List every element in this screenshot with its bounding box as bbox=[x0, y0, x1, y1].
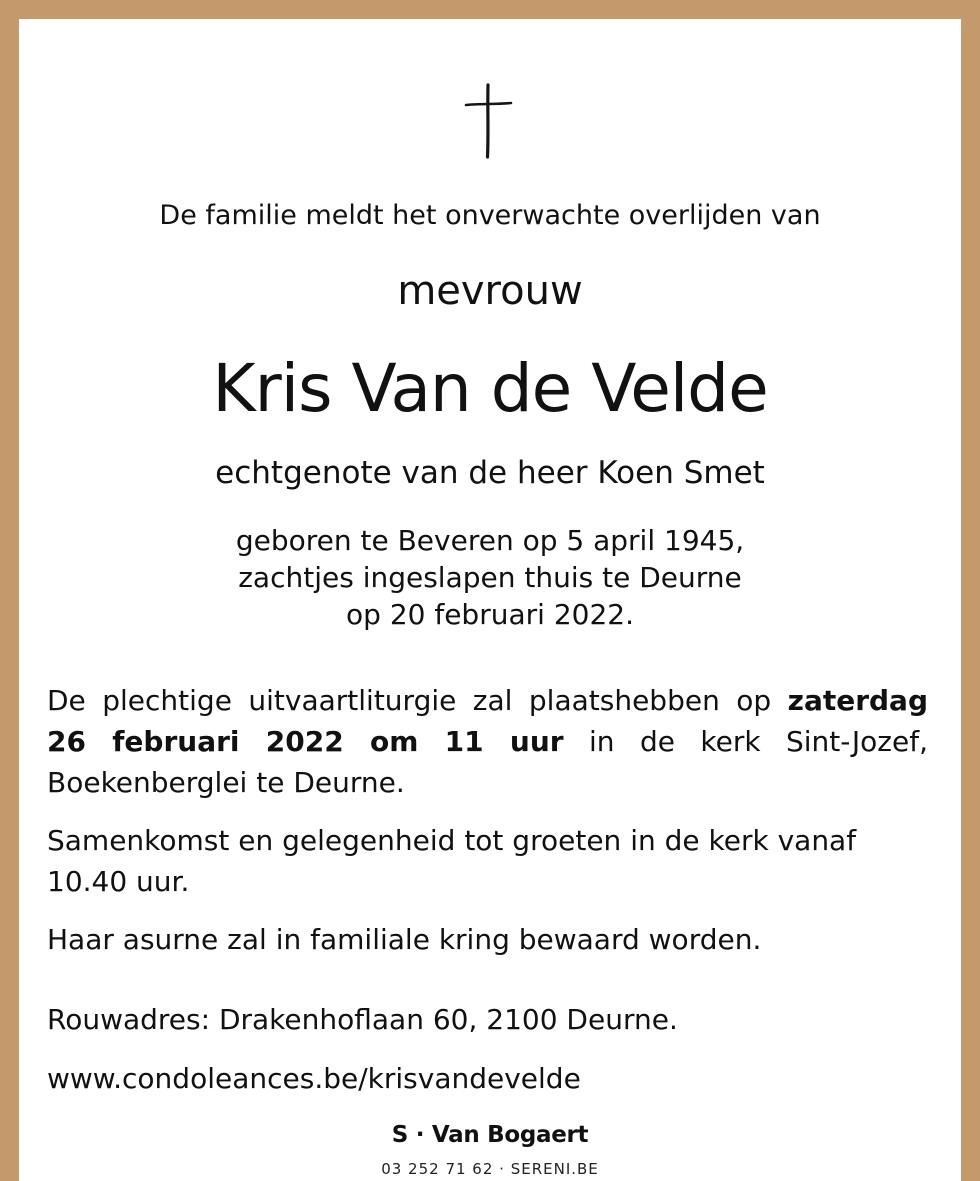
cross-icon bbox=[462, 82, 514, 160]
birth-death-details bbox=[0, 522, 980, 633]
mourning-address: Rouwadres: Drakenhoflaan 60, 2100 Deurne. bbox=[47, 1003, 678, 1036]
funeral-home-contact: 03 252 71 62 · SERENI.BE bbox=[381, 1160, 599, 1178]
liturgy-text-before: De plechtige uitvaartliturgie zal plaatshebben op bbox=[47, 684, 788, 717]
funeral-home-brand: S · Van Bogaert bbox=[391, 1122, 589, 1148]
title-word: mevrouw bbox=[397, 268, 583, 314]
liturgy-text-after: in de kerk Sint-Jozef, Boekenberglei te Deurne. bbox=[47, 725, 928, 799]
spouse-text: echtgenote van de heer Koen Smet bbox=[215, 455, 765, 491]
death-line: zachtjes ingeslapen thuis te Deurne bbox=[238, 561, 742, 594]
deceased-name: Kris Van de Velde bbox=[212, 350, 768, 427]
urn-paragraph: Haar asurne zal in familiale kring bewaard worden. bbox=[47, 923, 762, 956]
condolence-website: www.condoleances.be/krisvandevelde bbox=[47, 1062, 581, 1095]
liturgy-paragraph bbox=[47, 680, 928, 803]
death-date-line: op 20 februari 2022. bbox=[346, 598, 634, 631]
intro-text: De familie meldt het onverwachte overlijden van bbox=[159, 200, 821, 231]
birth-line: geboren te Beveren op 5 april 1945, bbox=[235, 524, 745, 557]
liturgy-date: zaterdag 26 februari 2022 om 11 uur bbox=[47, 684, 928, 758]
gathering-paragraph: Samenkomst en gelegenheid tot groeten in de kerk vanaf 10.40 uur. bbox=[47, 824, 857, 898]
